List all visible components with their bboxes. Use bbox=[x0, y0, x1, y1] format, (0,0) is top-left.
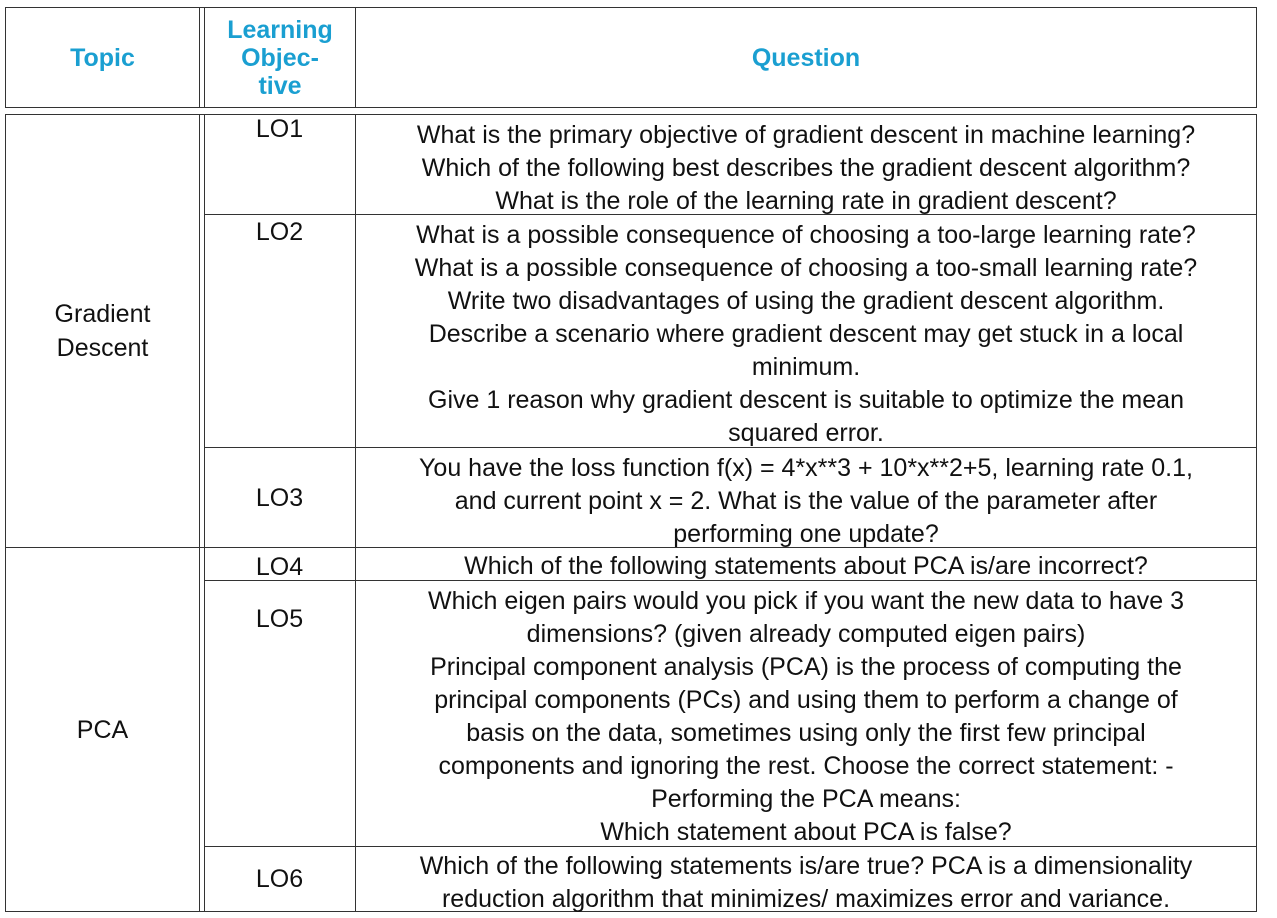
table-body bbox=[5, 114, 1257, 912]
question-line: principal components (PCs) and using them to perform a change of bbox=[434, 686, 1178, 714]
topic-gradient-descent bbox=[6, 115, 199, 547]
question-line: components and ignoring the rest. Choose the correct statement: - bbox=[438, 752, 1174, 780]
question-line: Which of the following best describes the gradient descent algorithm? bbox=[421, 154, 1191, 182]
header-topic-label: Topic bbox=[70, 43, 135, 72]
lo-label: LO2 bbox=[255, 218, 304, 246]
question-cell-lo2 bbox=[356, 219, 1256, 450]
question-line: Which of the following statements is/are true? PCA is a dimensionality bbox=[419, 852, 1193, 880]
question-cell-lo6 bbox=[356, 850, 1256, 916]
question-line: Which statement about PCA is false? bbox=[600, 818, 1012, 846]
question-line: What is the primary objective of gradient descent in machine learning? bbox=[416, 121, 1196, 149]
lo-label: LO6 bbox=[255, 865, 304, 893]
question-line: basis on the data, sometimes using only the first few principal bbox=[466, 719, 1146, 747]
question-cell-lo5 bbox=[356, 585, 1256, 849]
lo-label: LO4 bbox=[255, 553, 304, 581]
header-lo-line: tive bbox=[258, 71, 302, 100]
lo-cell-lo1 bbox=[205, 115, 354, 214]
header-lo-line: Learning bbox=[227, 15, 333, 44]
topic-line: Gradient bbox=[54, 300, 151, 328]
question-line: minimum. bbox=[751, 353, 861, 381]
question-line: Which of the following statements about PCA is/are incorrect? bbox=[464, 552, 1148, 580]
question-line: reduction algorithm that minimizes/ maximizes error and variance. bbox=[441, 885, 1171, 913]
topic-pca bbox=[6, 548, 199, 911]
question-line: Write two disadvantages of using the gradient descent algorithm. bbox=[447, 287, 1165, 315]
topic-line: PCA bbox=[76, 715, 129, 744]
lo-label: LO1 bbox=[255, 115, 304, 143]
question-line: What is a possible consequence of choosing a too-large learning rate? bbox=[416, 221, 1196, 249]
lo-cell-lo6 bbox=[205, 847, 354, 911]
question-line: Which eigen pairs would you pick if you want the new data to have 3 bbox=[428, 587, 1184, 615]
header-topic bbox=[6, 8, 199, 107]
question-line: dimensions? (given already computed eigen pairs) bbox=[526, 620, 1086, 648]
question-line: Performing the PCA means: bbox=[651, 785, 961, 813]
question-line: performing one update? bbox=[673, 520, 939, 548]
column-divider bbox=[199, 115, 200, 911]
question-line: squared error. bbox=[728, 419, 884, 447]
table-header bbox=[5, 7, 1257, 108]
question-cell-lo4 bbox=[356, 551, 1256, 581]
question-line: You have the loss function f(x) = 4*x**3 + 10*x**2+5, learning rate 0.1, bbox=[419, 454, 1193, 482]
lo-cell-lo5 bbox=[205, 605, 354, 845]
header-question-label: Question bbox=[751, 43, 861, 72]
header-learning-objective bbox=[205, 8, 355, 107]
header-question bbox=[356, 8, 1256, 107]
lo-label: LO5 bbox=[255, 605, 304, 633]
lo-label: LO3 bbox=[255, 483, 304, 512]
question-line: What is the role of the learning rate in gradient descent? bbox=[495, 187, 1117, 215]
header-lo-line: Objec- bbox=[241, 43, 319, 72]
question-cell-lo1 bbox=[356, 119, 1256, 218]
question-line: Describe a scenario where gradient descent may get stuck in a local bbox=[428, 320, 1184, 348]
question-line: Principal component analysis (PCA) is the process of computing the bbox=[430, 653, 1182, 681]
lo-cell-lo4 bbox=[205, 553, 354, 580]
lo-cell-lo2 bbox=[205, 218, 354, 447]
lo-cell-lo3 bbox=[205, 448, 354, 547]
topic-line: Descent bbox=[56, 334, 149, 362]
question-line: What is a possible consequence of choosing a too-small learning rate? bbox=[414, 254, 1198, 282]
question-line: and current point x = 2. What is the value of the parameter after bbox=[454, 487, 1158, 515]
question-line: Give 1 reason why gradient descent is suitable to optimize the mean bbox=[428, 386, 1184, 414]
column-divider bbox=[199, 8, 200, 107]
question-cell-lo3 bbox=[356, 452, 1256, 551]
